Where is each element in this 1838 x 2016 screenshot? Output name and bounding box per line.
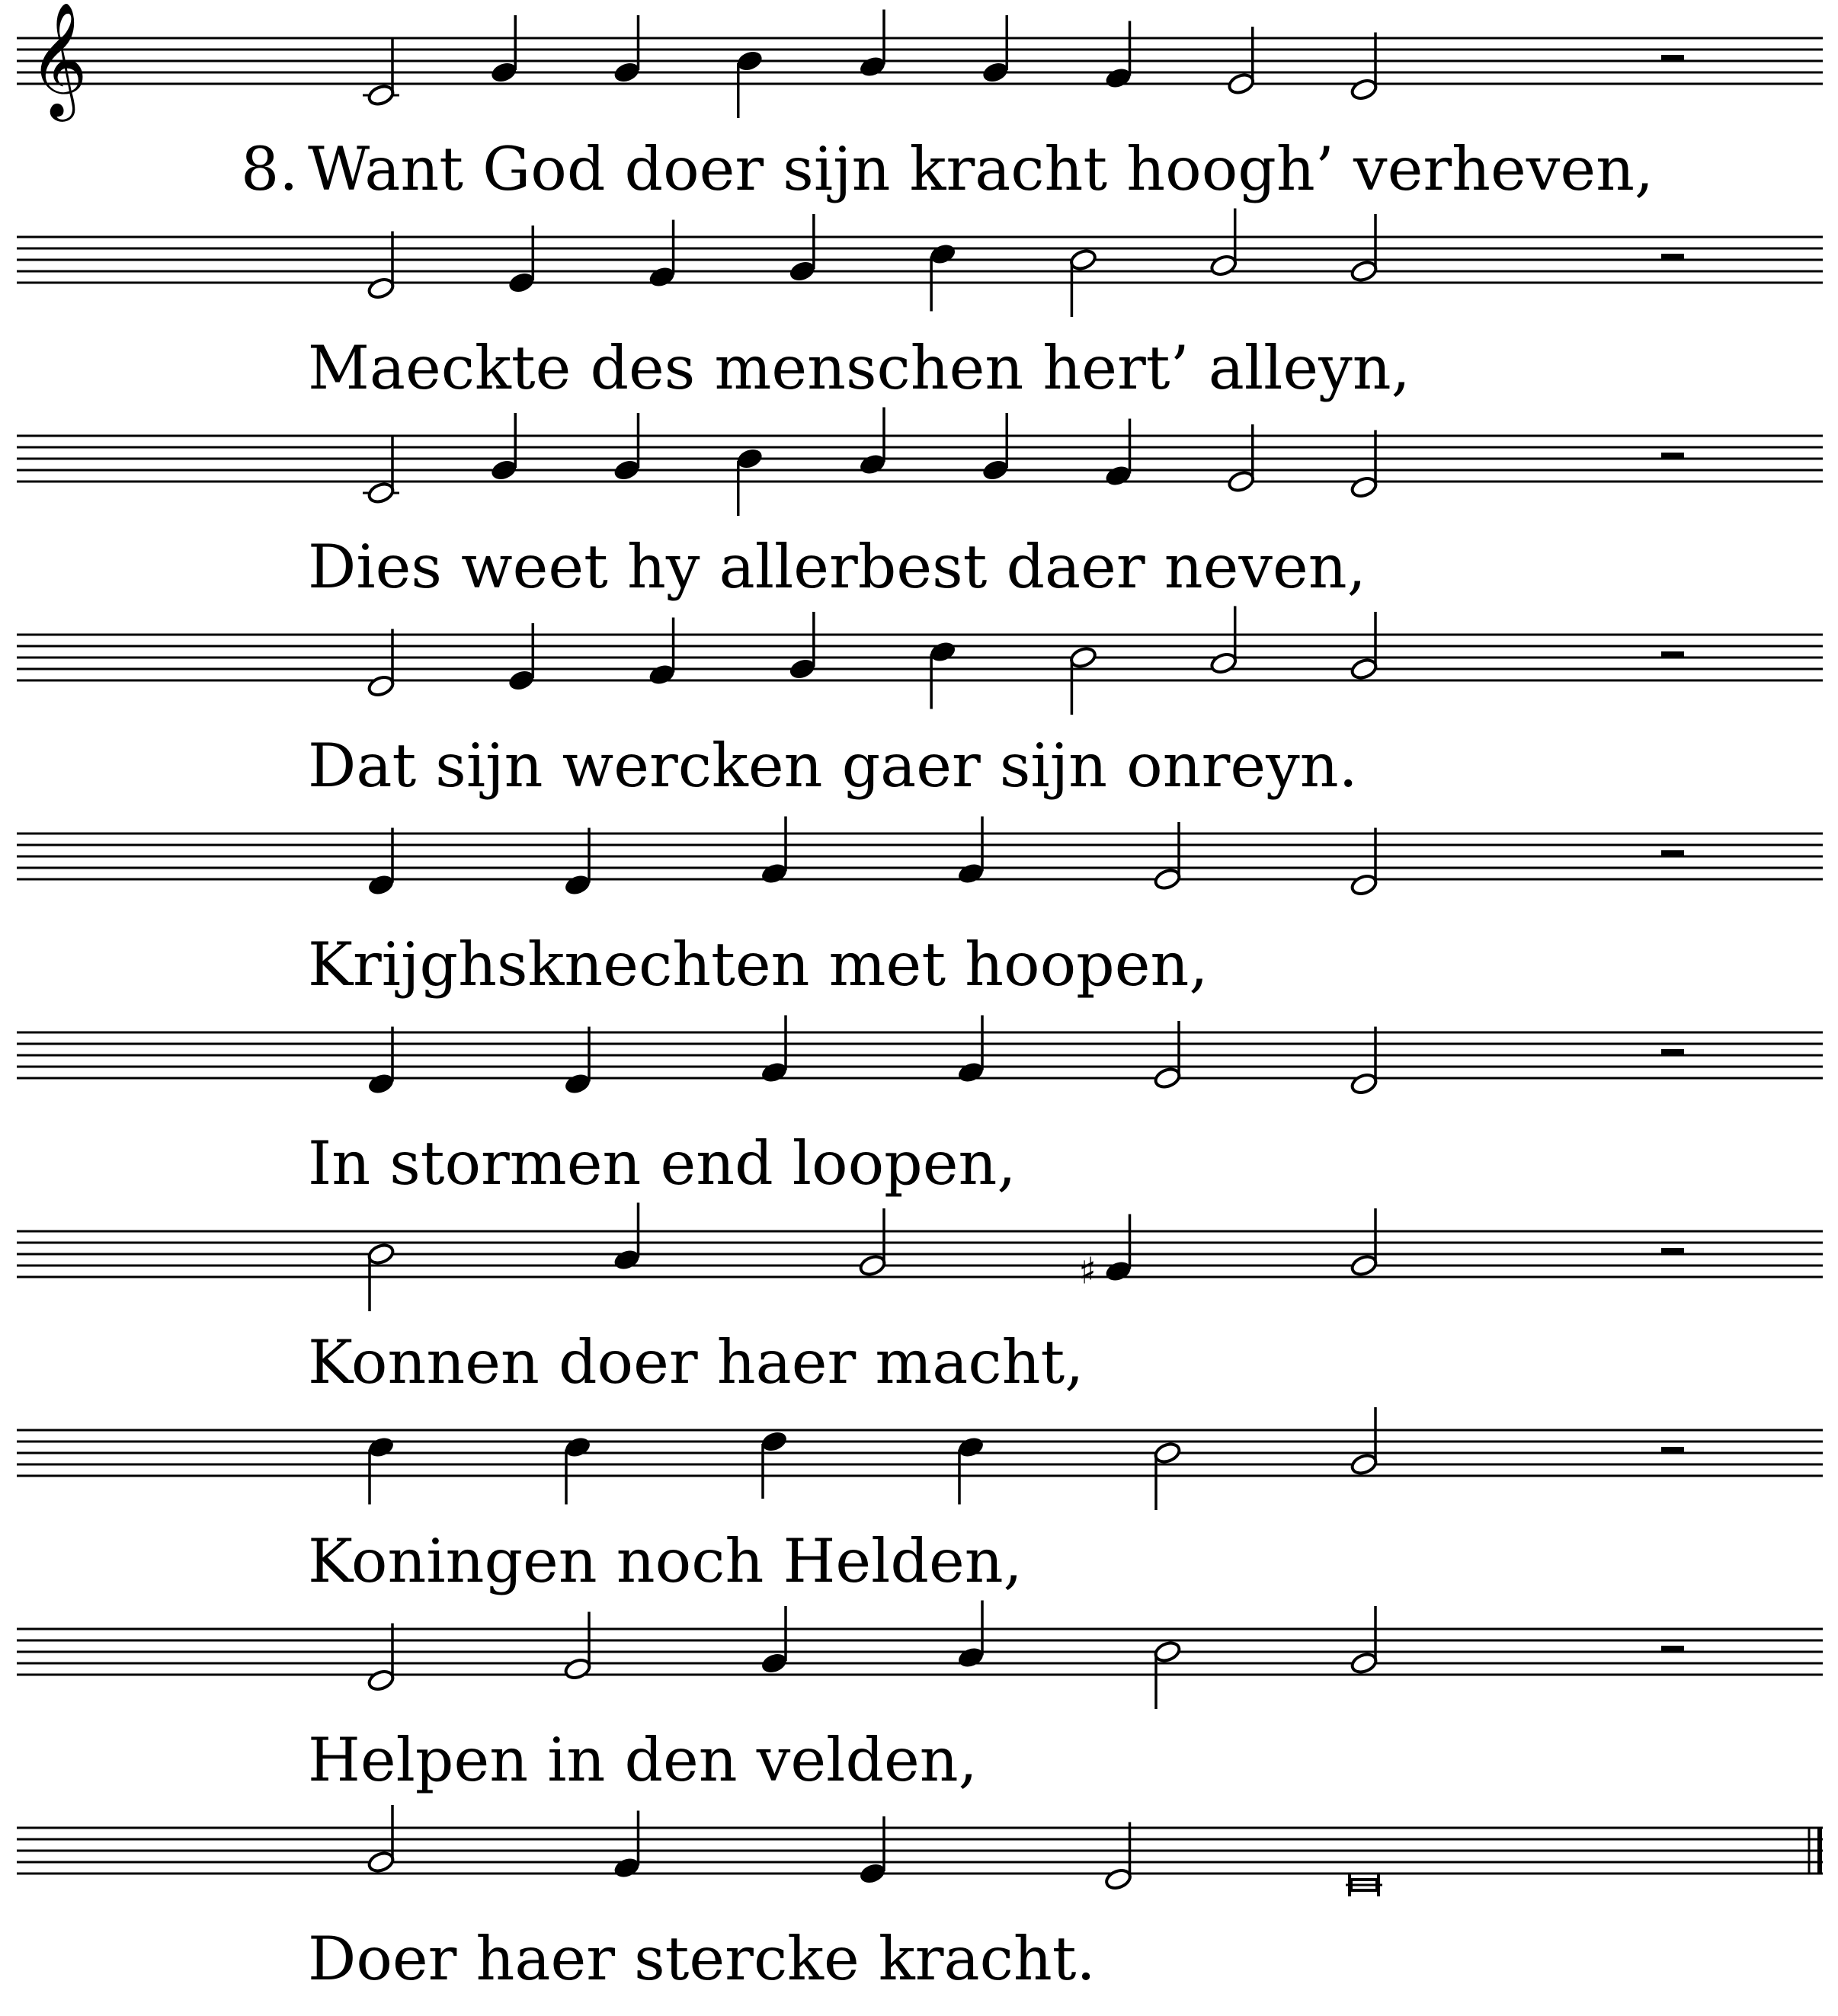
half-note — [367, 629, 395, 699]
half-rest-icon — [1661, 850, 1684, 857]
quarter-note — [956, 1016, 985, 1085]
staff-system — [17, 1016, 1823, 1199]
half-rest-icon — [1661, 651, 1684, 658]
staff-system — [17, 606, 1823, 802]
lyric-line: Dat sijn wercken gaer sijn onreyn. — [308, 731, 1358, 801]
half-note — [1104, 1822, 1133, 1892]
staff-system — [17, 1203, 1823, 1398]
half-note — [367, 1624, 395, 1693]
lyric-line: Want God doer sijn kracht hoogh’ verheven, — [308, 134, 1654, 204]
quarter-note — [1104, 21, 1133, 91]
half-rest-icon — [1661, 254, 1684, 261]
staff-system — [17, 1, 1823, 204]
verse-number: 8. — [241, 134, 299, 204]
quarter-note — [928, 242, 957, 312]
half-note — [1209, 209, 1238, 278]
quarter-note — [858, 408, 887, 477]
quarter-note — [760, 817, 789, 886]
half-note — [563, 1612, 592, 1682]
half-rest-icon — [1661, 1447, 1684, 1454]
lyric-line: Doer haer stercke kracht. — [308, 1924, 1096, 1994]
quarter-note — [648, 618, 677, 687]
quarter-note — [563, 1027, 592, 1096]
sharp-icon: ♯ — [1078, 1250, 1097, 1293]
half-note — [1350, 33, 1378, 102]
quarter-note — [613, 1811, 642, 1880]
quarter-note — [956, 1601, 985, 1670]
quarter-note — [956, 1435, 985, 1505]
half-rest-icon — [1661, 1049, 1684, 1056]
quarter-note — [928, 640, 957, 709]
half-note — [1350, 430, 1378, 500]
quarter-note — [858, 10, 887, 79]
half-rest-icon — [1661, 1248, 1684, 1255]
quarter-note — [760, 1016, 789, 1085]
staff-system — [17, 817, 1823, 1000]
half-rest-icon — [1661, 453, 1684, 459]
quarter-note — [956, 817, 985, 886]
staff-system — [17, 1601, 1823, 1796]
half-note — [367, 232, 395, 301]
quarter-note — [648, 220, 677, 290]
lyric-line: Konnen doer haer macht, — [308, 1327, 1084, 1397]
staff-system — [17, 1805, 1823, 1994]
staff-system — [17, 209, 1823, 404]
half-note — [1350, 1027, 1378, 1096]
lyric-line: Maeckte des menschen hert’ alleyn, — [308, 333, 1411, 403]
half-rest-icon — [1661, 1646, 1684, 1653]
half-note — [1209, 606, 1238, 676]
lyric-line: Helpen in den velden, — [308, 1725, 978, 1795]
quarter-note — [367, 1027, 395, 1096]
lyric-line: Koningen noch Helden, — [308, 1526, 1023, 1596]
quarter-note — [367, 828, 395, 898]
quarter-note — [563, 1435, 592, 1505]
half-note — [1350, 828, 1378, 898]
lyric-line: Dies weet hy allerbest daer neven, — [308, 532, 1366, 602]
half-rest-icon — [1661, 55, 1684, 62]
staff-system — [17, 408, 1823, 603]
staff-system — [17, 1407, 1823, 1596]
quarter-note — [1104, 419, 1133, 488]
quarter-note — [563, 828, 592, 898]
breve-note — [1346, 1874, 1382, 1896]
quarter-note — [367, 1435, 395, 1505]
lyric-line: In stormen end loopen, — [308, 1128, 1017, 1198]
lyric-line: Krijghsknechten met hoopen, — [308, 930, 1209, 1000]
quarter-note — [613, 1203, 642, 1272]
treble-clef-icon: 𝄞 — [29, 1, 88, 117]
